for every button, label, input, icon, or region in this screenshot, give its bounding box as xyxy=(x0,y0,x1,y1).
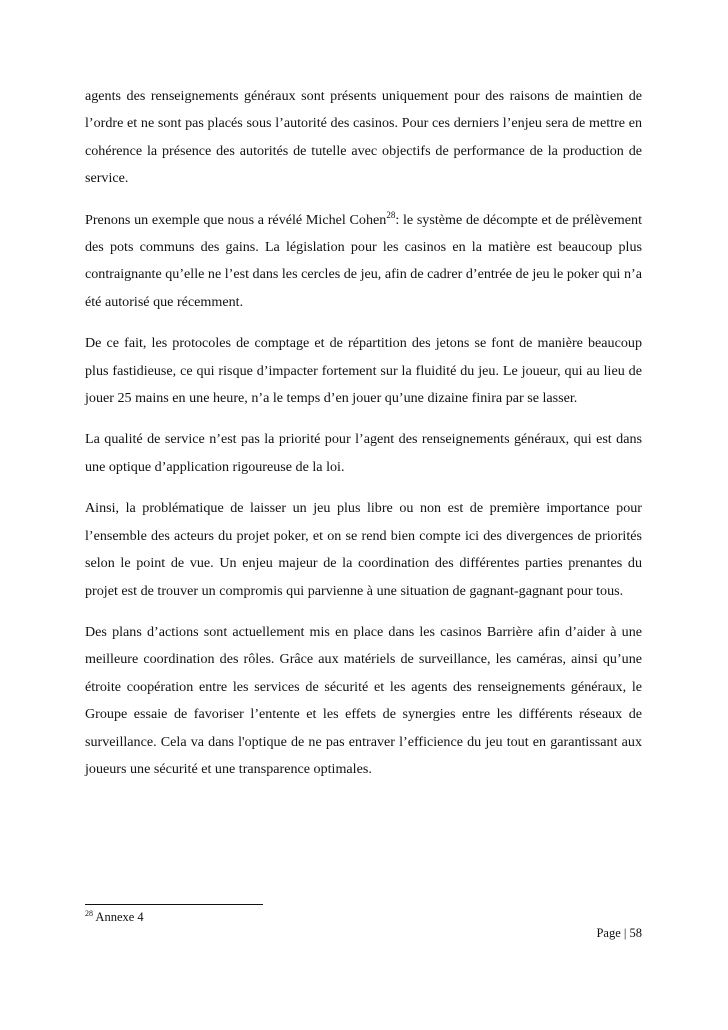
paragraph-text: : le système de décompte et de prélèvement des pots communs des gains. La législation pour les casinos en la matière est beaucoup plus contraignante qu’elle ne l’est dans les cercles de jeu, afin de cadrer d’entrée de jeu le poker qui n’a été autorisé que récemment. xyxy=(85,211,642,310)
paragraph-text: De ce fait, les protocoles de comptage et de répartition des jetons se font de manière beaucoup plus fastidieuse, ce qui risque d’impacter fortement sur la fluidité du jeu. Le joueur, qui au lieu de jouer 25 mains en une heure, n’a le temps d’en jouer qu’une dizaine finira par se lasser. xyxy=(85,335,642,407)
paragraph-text: Des plans d’actions sont actuellement mis en place dans les casinos Barrière afin d’aider à une meilleure coordination des rôles. Grâce aux matériels de surveillance, les caméras, ainsi qu’une étroite coopération entre les services de sécurité et les agents des renseignements généraux, le Groupe essaie de favoriser l’entente et les effets de synergies entre les différents réseaux de surveillance. Cela va dans l'optique de ne pas entraver l’efficience du jeu tout en garantissant aux joueurs une sécurité et une transparence optimales. xyxy=(85,623,642,777)
paragraph-text: La qualité de service n’est pas la priorité pour l’agent des renseignements généraux, qui est dans une optique d’application rigoureuse de la loi. xyxy=(85,431,642,475)
footnote-separator xyxy=(85,904,263,905)
paragraph-1 xyxy=(85,83,642,193)
paragraph-6 xyxy=(85,619,642,783)
footnote-reference[interactable]: 28 xyxy=(386,209,396,220)
paragraph-text: Prenons un exemple que nous a révélé Michel Cohen xyxy=(85,211,387,228)
paragraph-5 xyxy=(85,495,642,605)
page-number: Page | 58 xyxy=(596,926,642,940)
footnote-number: 28 xyxy=(85,909,93,918)
paragraph-text: Ainsi, la problématique de laisser un jeu plus libre ou non est de première importance pour l’ensemble des acteurs du projet poker, et on se rend bien compte ici des divergences de priorités selon le point de vue. Un enjeu majeur de la coordination des différentes parties prenantes du projet est de trouver un compromis qui parvienne à une situation de gagnant-gagnant pour tous. xyxy=(85,500,642,599)
footnote-text: Annexe 4 xyxy=(93,910,144,924)
paragraph-text: agents des renseignements généraux sont présents uniquement pour des raisons de maintien de l’ordre et ne sont pas placés sous l’autorité des casinos. Pour ces derniers l’enjeu sera de mettre en cohérence la présence des autorités de tutelle avec objectifs de performance de la production de service. xyxy=(85,88,642,187)
paragraph-4 xyxy=(85,426,642,481)
footnote xyxy=(85,909,144,925)
paragraph-3 xyxy=(85,330,642,412)
paragraph-2 xyxy=(85,207,642,317)
body-text xyxy=(85,83,642,797)
